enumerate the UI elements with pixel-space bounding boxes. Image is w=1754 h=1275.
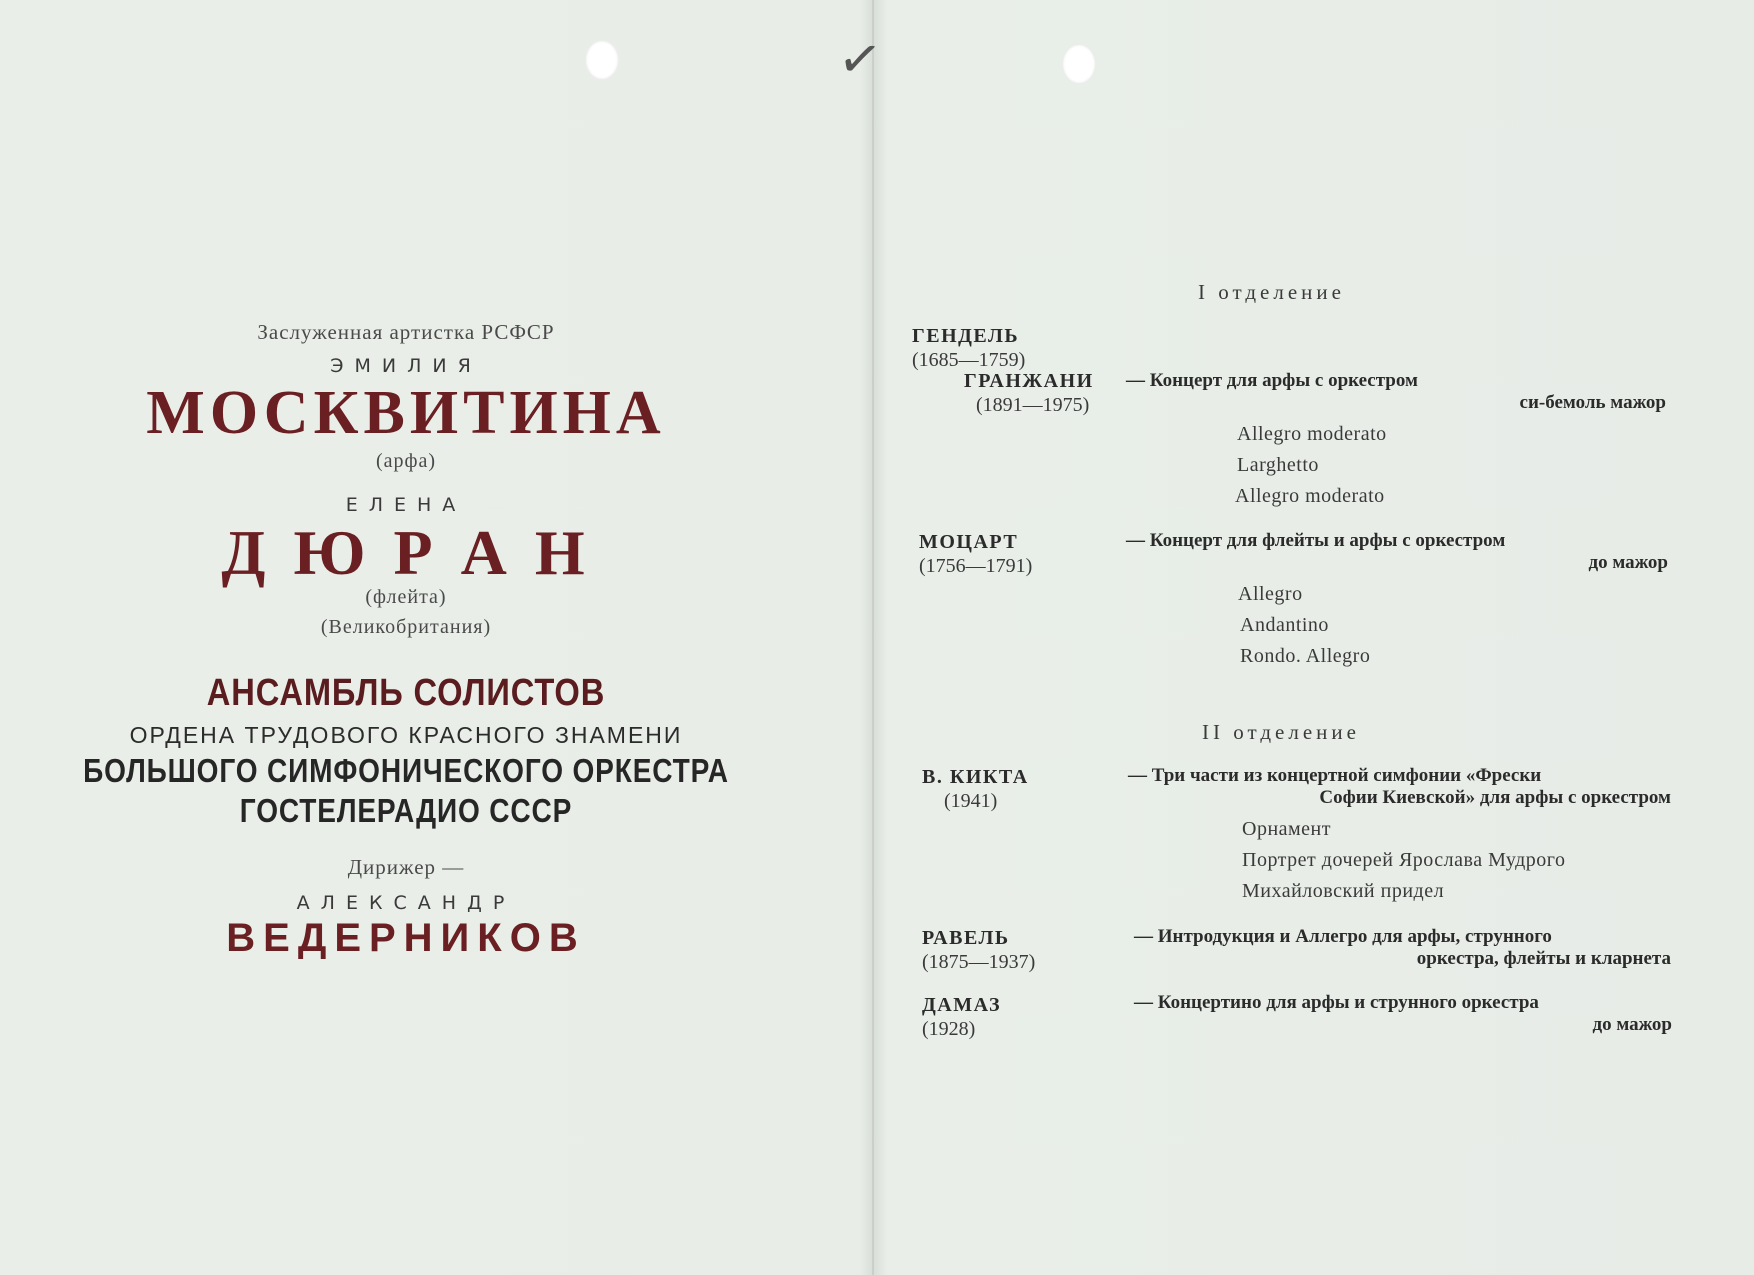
left-page bbox=[0, 0, 872, 1275]
composer-name-2: ГРАНЖАНИ bbox=[964, 370, 1094, 392]
composer-years: (1928) bbox=[922, 1018, 976, 1040]
ensemble-order: ОРДЕНА ТРУДОВОГО КРАСНОГО ЗНАМЕНИ bbox=[129, 722, 683, 748]
movement: Rondo. Allegro bbox=[1240, 645, 1371, 667]
soloist1-first-name: ЭМИЛИЯ bbox=[330, 355, 482, 377]
ensemble-broadcaster: ГОСТЕЛЕРАДИО СССР bbox=[239, 792, 573, 829]
movement: Larghetto bbox=[1237, 454, 1319, 476]
movement: Allegro moderato bbox=[1235, 485, 1385, 507]
soloist1-last-name: МОСКВИТИНА bbox=[146, 379, 666, 447]
check-mark-icon: ✓ bbox=[834, 27, 886, 93]
work-title: — Концертино для арфы и струнного оркестра bbox=[1134, 992, 1539, 1013]
movement: Allegro bbox=[1238, 583, 1303, 605]
work-key: до мажор bbox=[1592, 1014, 1672, 1035]
part2-title: II отделение bbox=[1202, 720, 1360, 744]
work-title-continued: оркестра, флейты и кларнета bbox=[1416, 948, 1671, 969]
composer-years: (1685—1759) bbox=[912, 349, 1026, 371]
soloist2-country: (Великобритания) bbox=[320, 616, 492, 638]
conductor-last-name: ВЕДЕРНИКОВ bbox=[226, 916, 586, 960]
composer-years: (1875—1937) bbox=[922, 951, 1036, 973]
work-key: си-бемоль мажор bbox=[1519, 392, 1666, 413]
composer-years: (1756—1791) bbox=[919, 555, 1033, 577]
composer-years: (1941) bbox=[944, 790, 998, 812]
work-key: до мажор bbox=[1588, 552, 1668, 573]
conductor-first-name: АЛЕКСАНДР bbox=[296, 892, 516, 914]
ensemble-orchestra: БОЛЬШОГО СИМФОНИЧЕСКОГО ОРКЕСТРА bbox=[83, 752, 729, 789]
movement: Портрет дочерей Ярослава Мудрого bbox=[1242, 849, 1566, 871]
soloist2-last-name: Д Ю Р А Н bbox=[221, 517, 591, 588]
composer-name: ГЕНДЕЛЬ bbox=[912, 325, 1020, 347]
composer-name: МОЦАРТ bbox=[919, 531, 1019, 553]
movement: Allegro moderato bbox=[1237, 423, 1387, 445]
ensemble-title: АНСАМБЛЬ СОЛИСТОВ bbox=[206, 672, 606, 714]
part1-title: I отделение bbox=[1198, 280, 1345, 304]
work-title: — Концерт для флейты и арфы с оркестром bbox=[1126, 530, 1506, 551]
composer-years-2: (1891—1975) bbox=[976, 394, 1090, 416]
conductor-label: Дирижер — bbox=[347, 855, 465, 879]
movement: Andantino bbox=[1240, 614, 1329, 636]
work-title: — Интродукция и Аллегро для арфы, струнного bbox=[1134, 926, 1552, 947]
composer-name: ДАМАЗ bbox=[922, 994, 1002, 1016]
composer-name: РАВЕЛЬ bbox=[922, 927, 1010, 949]
movement: Орнамент bbox=[1242, 818, 1331, 840]
composer-name: В. КИКТА bbox=[922, 766, 1029, 788]
movement: Михайловский придел bbox=[1242, 880, 1445, 902]
soloist2-instrument: (флейта) bbox=[365, 586, 447, 608]
work-title: — Концерт для арфы с оркестром bbox=[1126, 370, 1418, 391]
work-title-continued: Софии Киевской» для арфы с оркестром bbox=[1319, 787, 1671, 808]
soloist1-instrument: (арфа) bbox=[375, 450, 437, 472]
work-title: — Три части из концертной симфонии «Фрески bbox=[1128, 765, 1542, 786]
soloist2-first-name: ЕЛЕНА bbox=[345, 494, 467, 516]
honor-title: Заслуженная артистка РСФСР bbox=[257, 320, 555, 344]
right-page bbox=[872, 0, 1754, 1275]
